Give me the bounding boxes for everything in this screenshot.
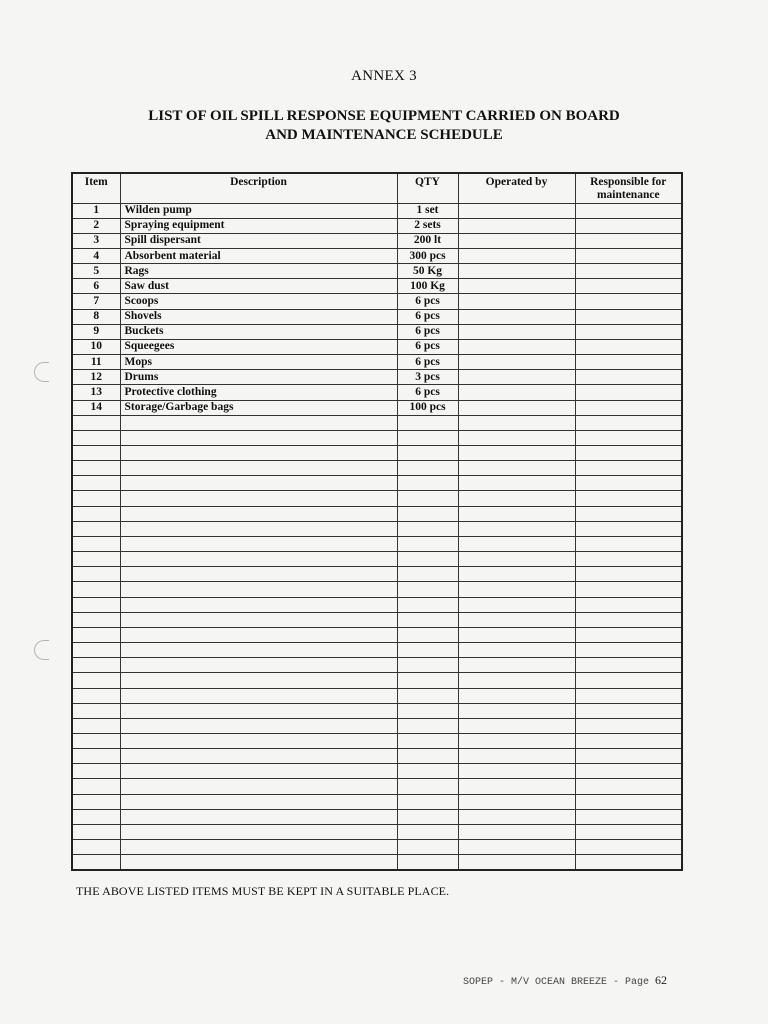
item-cell bbox=[72, 536, 120, 551]
item-cell: 10 bbox=[72, 339, 120, 354]
responsible-cell bbox=[575, 764, 682, 779]
operated-by-cell bbox=[458, 248, 575, 263]
responsible-cell bbox=[575, 461, 682, 476]
operated-by-cell bbox=[458, 779, 575, 794]
operated-by-cell bbox=[458, 506, 575, 521]
responsible-cell bbox=[575, 718, 682, 733]
description-cell: Spill dispersant bbox=[120, 233, 397, 248]
operated-by-cell bbox=[458, 673, 575, 688]
qty-cell bbox=[397, 506, 458, 521]
responsible-cell bbox=[575, 248, 682, 263]
blank-table-row bbox=[72, 506, 682, 521]
item-cell bbox=[72, 415, 120, 430]
description-cell bbox=[120, 855, 397, 870]
table-row bbox=[72, 233, 682, 248]
item-cell bbox=[72, 718, 120, 733]
blank-table-row bbox=[72, 749, 682, 764]
qty-cell: 200 lt bbox=[397, 233, 458, 248]
operated-by-cell bbox=[458, 718, 575, 733]
description-cell bbox=[120, 703, 397, 718]
item-cell bbox=[72, 627, 120, 642]
blank-table-row bbox=[72, 612, 682, 627]
operated-by-cell bbox=[458, 840, 575, 855]
table-row bbox=[72, 203, 682, 218]
item-cell: 4 bbox=[72, 248, 120, 263]
responsible-cell bbox=[575, 218, 682, 233]
page-footer-label: SOPEP - M/V OCEAN BREEZE - Page bbox=[462, 977, 649, 988]
description-cell bbox=[120, 688, 397, 703]
responsible-cell bbox=[575, 779, 682, 794]
description-cell: Scoops bbox=[120, 294, 397, 309]
operated-by-cell bbox=[458, 567, 575, 582]
operated-by-cell bbox=[458, 415, 575, 430]
item-cell bbox=[72, 430, 120, 445]
operated-by-cell bbox=[458, 552, 575, 567]
item-cell bbox=[72, 552, 120, 567]
qty-cell bbox=[397, 840, 458, 855]
operated-by-cell bbox=[458, 627, 575, 642]
responsible-cell bbox=[575, 688, 682, 703]
equipment-table bbox=[71, 172, 683, 871]
item-cell bbox=[72, 491, 120, 506]
blank-table-row bbox=[72, 461, 682, 476]
item-cell bbox=[72, 612, 120, 627]
blank-table-row bbox=[72, 688, 682, 703]
qty-cell: 50 Kg bbox=[397, 264, 458, 279]
description-cell bbox=[120, 809, 397, 824]
qty-cell bbox=[397, 521, 458, 536]
responsible-cell bbox=[575, 733, 682, 748]
responsible-cell bbox=[575, 567, 682, 582]
operated-by-cell bbox=[458, 233, 575, 248]
item-cell: 12 bbox=[72, 370, 120, 385]
item-cell bbox=[72, 809, 120, 824]
description-cell bbox=[120, 582, 397, 597]
description-cell: Spraying equipment bbox=[120, 218, 397, 233]
column-header-description: Description bbox=[120, 173, 397, 203]
qty-cell: 6 pcs bbox=[397, 309, 458, 324]
qty-cell bbox=[397, 612, 458, 627]
operated-by-cell bbox=[458, 203, 575, 218]
description-cell: Mops bbox=[120, 355, 397, 370]
blank-table-row bbox=[72, 552, 682, 567]
item-cell bbox=[72, 446, 120, 461]
table-row bbox=[72, 294, 682, 309]
blank-table-row bbox=[72, 491, 682, 506]
responsible-cell bbox=[575, 264, 682, 279]
table-row bbox=[72, 370, 682, 385]
description-cell: Saw dust bbox=[120, 279, 397, 294]
item-cell bbox=[72, 840, 120, 855]
item-cell bbox=[72, 476, 120, 491]
item-cell: 1 bbox=[72, 203, 120, 218]
qty-cell: 6 pcs bbox=[397, 355, 458, 370]
blank-table-row bbox=[72, 446, 682, 461]
description-cell bbox=[120, 597, 397, 612]
operated-by-cell bbox=[458, 612, 575, 627]
description-cell: Shovels bbox=[120, 309, 397, 324]
responsible-cell bbox=[575, 824, 682, 839]
column-header-responsible: Responsible for maintenance bbox=[575, 173, 682, 203]
responsible-cell bbox=[575, 279, 682, 294]
blank-table-row bbox=[72, 536, 682, 551]
responsible-cell bbox=[575, 582, 682, 597]
operated-by-cell bbox=[458, 658, 575, 673]
description-cell bbox=[120, 779, 397, 794]
responsible-cell bbox=[575, 309, 682, 324]
responsible-cell bbox=[575, 627, 682, 642]
responsible-cell bbox=[575, 809, 682, 824]
description-cell bbox=[120, 673, 397, 688]
responsible-cell bbox=[575, 476, 682, 491]
description-cell bbox=[120, 567, 397, 582]
qty-cell: 300 pcs bbox=[397, 248, 458, 263]
item-cell bbox=[72, 461, 120, 476]
operated-by-cell bbox=[458, 521, 575, 536]
blank-table-row bbox=[72, 643, 682, 658]
column-header-item: Item bbox=[72, 173, 120, 203]
item-cell bbox=[72, 703, 120, 718]
operated-by-cell bbox=[458, 279, 575, 294]
operated-by-cell bbox=[458, 582, 575, 597]
blank-table-row bbox=[72, 840, 682, 855]
item-cell bbox=[72, 688, 120, 703]
qty-cell: 6 pcs bbox=[397, 385, 458, 400]
operated-by-cell bbox=[458, 370, 575, 385]
qty-cell bbox=[397, 415, 458, 430]
item-cell: 6 bbox=[72, 279, 120, 294]
qty-cell bbox=[397, 536, 458, 551]
item-cell: 5 bbox=[72, 264, 120, 279]
qty-cell bbox=[397, 582, 458, 597]
footer-note: THE ABOVE LISTED ITEMS MUST BE KEPT IN A SUITABLE PLACE. bbox=[76, 884, 450, 898]
item-cell: 11 bbox=[72, 355, 120, 370]
responsible-cell bbox=[575, 233, 682, 248]
responsible-cell bbox=[575, 749, 682, 764]
responsible-cell bbox=[575, 840, 682, 855]
responsible-cell bbox=[575, 446, 682, 461]
operated-by-cell bbox=[458, 824, 575, 839]
description-cell: Rags bbox=[120, 264, 397, 279]
description-cell bbox=[120, 491, 397, 506]
description-cell bbox=[120, 476, 397, 491]
description-cell bbox=[120, 643, 397, 658]
column-header-qty: QTY bbox=[397, 173, 458, 203]
blank-table-row bbox=[72, 597, 682, 612]
responsible-cell bbox=[575, 355, 682, 370]
description-cell bbox=[120, 446, 397, 461]
qty-cell: 1 set bbox=[397, 203, 458, 218]
blank-table-row bbox=[72, 521, 682, 536]
item-cell bbox=[72, 643, 120, 658]
qty-cell bbox=[397, 446, 458, 461]
operated-by-cell bbox=[458, 294, 575, 309]
operated-by-cell bbox=[458, 643, 575, 658]
description-cell bbox=[120, 749, 397, 764]
table-header-row bbox=[72, 173, 682, 203]
description-cell: Storage/Garbage bags bbox=[120, 400, 397, 415]
blank-table-row bbox=[72, 855, 682, 870]
qty-cell bbox=[397, 567, 458, 582]
item-cell bbox=[72, 658, 120, 673]
qty-cell bbox=[397, 718, 458, 733]
table-row bbox=[72, 264, 682, 279]
operated-by-cell bbox=[458, 536, 575, 551]
qty-cell bbox=[397, 461, 458, 476]
blank-table-row bbox=[72, 764, 682, 779]
item-cell: 7 bbox=[72, 294, 120, 309]
punch-hole-mark bbox=[34, 640, 49, 660]
operated-by-cell bbox=[458, 597, 575, 612]
table-row bbox=[72, 400, 682, 415]
table-row bbox=[72, 309, 682, 324]
description-cell bbox=[120, 627, 397, 642]
blank-table-row bbox=[72, 415, 682, 430]
qty-cell bbox=[397, 658, 458, 673]
description-cell bbox=[120, 430, 397, 445]
responsible-cell bbox=[575, 536, 682, 551]
item-cell bbox=[72, 779, 120, 794]
item-cell bbox=[72, 794, 120, 809]
item-cell bbox=[72, 521, 120, 536]
operated-by-cell bbox=[458, 491, 575, 506]
responsible-cell bbox=[575, 385, 682, 400]
operated-by-cell bbox=[458, 688, 575, 703]
responsible-cell bbox=[575, 673, 682, 688]
responsible-cell bbox=[575, 506, 682, 521]
responsible-cell bbox=[575, 370, 682, 385]
qty-cell bbox=[397, 627, 458, 642]
qty-cell bbox=[397, 476, 458, 491]
page-number: 62 bbox=[655, 973, 667, 987]
description-cell: Protective clothing bbox=[120, 385, 397, 400]
operated-by-cell bbox=[458, 446, 575, 461]
item-cell: 2 bbox=[72, 218, 120, 233]
operated-by-cell bbox=[458, 794, 575, 809]
operated-by-cell bbox=[458, 309, 575, 324]
operated-by-cell bbox=[458, 764, 575, 779]
document-title bbox=[0, 107, 768, 145]
responsible-cell bbox=[575, 521, 682, 536]
qty-cell bbox=[397, 643, 458, 658]
responsible-cell bbox=[575, 612, 682, 627]
responsible-cell bbox=[575, 400, 682, 415]
operated-by-cell bbox=[458, 324, 575, 339]
item-cell bbox=[72, 824, 120, 839]
operated-by-cell bbox=[458, 218, 575, 233]
item-cell bbox=[72, 506, 120, 521]
blank-table-row bbox=[72, 703, 682, 718]
operated-by-cell bbox=[458, 264, 575, 279]
description-cell bbox=[120, 612, 397, 627]
qty-cell bbox=[397, 597, 458, 612]
description-cell bbox=[120, 794, 397, 809]
description-cell bbox=[120, 733, 397, 748]
description-cell: Wilden pump bbox=[120, 203, 397, 218]
qty-cell bbox=[397, 855, 458, 870]
qty-cell bbox=[397, 430, 458, 445]
operated-by-cell bbox=[458, 430, 575, 445]
responsible-cell bbox=[575, 294, 682, 309]
blank-table-row bbox=[72, 809, 682, 824]
table-row bbox=[72, 355, 682, 370]
responsible-cell bbox=[575, 491, 682, 506]
responsible-cell bbox=[575, 658, 682, 673]
qty-cell bbox=[397, 794, 458, 809]
responsible-cell bbox=[575, 324, 682, 339]
item-cell: 9 bbox=[72, 324, 120, 339]
blank-table-row bbox=[72, 476, 682, 491]
qty-cell bbox=[397, 779, 458, 794]
operated-by-cell bbox=[458, 749, 575, 764]
table-row bbox=[72, 324, 682, 339]
blank-table-row bbox=[72, 627, 682, 642]
description-cell bbox=[120, 536, 397, 551]
qty-cell: 3 pcs bbox=[397, 370, 458, 385]
description-cell bbox=[120, 658, 397, 673]
blank-table-row bbox=[72, 567, 682, 582]
responsible-cell bbox=[575, 203, 682, 218]
item-cell bbox=[72, 673, 120, 688]
operated-by-cell bbox=[458, 809, 575, 824]
description-cell bbox=[120, 461, 397, 476]
item-cell: 3 bbox=[72, 233, 120, 248]
qty-cell bbox=[397, 749, 458, 764]
blank-table-row bbox=[72, 733, 682, 748]
item-cell bbox=[72, 764, 120, 779]
responsible-cell bbox=[575, 855, 682, 870]
description-cell bbox=[120, 552, 397, 567]
description-cell bbox=[120, 764, 397, 779]
blank-table-row bbox=[72, 779, 682, 794]
operated-by-cell bbox=[458, 339, 575, 354]
blank-table-row bbox=[72, 658, 682, 673]
responsible-cell bbox=[575, 703, 682, 718]
page-footer bbox=[463, 973, 667, 988]
table-row bbox=[72, 218, 682, 233]
qty-cell bbox=[397, 809, 458, 824]
table-row bbox=[72, 279, 682, 294]
responsible-cell bbox=[575, 415, 682, 430]
blank-table-row bbox=[72, 430, 682, 445]
qty-cell: 6 pcs bbox=[397, 339, 458, 354]
qty-cell bbox=[397, 733, 458, 748]
description-cell bbox=[120, 840, 397, 855]
title-line-2: AND MAINTENANCE SCHEDULE bbox=[265, 127, 503, 143]
description-cell: Squeegees bbox=[120, 339, 397, 354]
annex-heading: ANNEX 3 bbox=[351, 68, 417, 84]
qty-cell bbox=[397, 552, 458, 567]
item-cell bbox=[72, 749, 120, 764]
responsible-cell bbox=[575, 430, 682, 445]
description-cell bbox=[120, 824, 397, 839]
description-cell: Drums bbox=[120, 370, 397, 385]
item-cell bbox=[72, 855, 120, 870]
operated-by-cell bbox=[458, 476, 575, 491]
blank-table-row bbox=[72, 824, 682, 839]
qty-cell bbox=[397, 824, 458, 839]
qty-cell: 100 pcs bbox=[397, 400, 458, 415]
operated-by-cell bbox=[458, 733, 575, 748]
item-cell: 8 bbox=[72, 309, 120, 324]
blank-table-row bbox=[72, 582, 682, 597]
operated-by-cell bbox=[458, 703, 575, 718]
qty-cell: 6 pcs bbox=[397, 324, 458, 339]
item-cell: 13 bbox=[72, 385, 120, 400]
operated-by-cell bbox=[458, 855, 575, 870]
table-row bbox=[72, 248, 682, 263]
responsible-cell bbox=[575, 794, 682, 809]
responsible-cell bbox=[575, 597, 682, 612]
responsible-cell bbox=[575, 552, 682, 567]
description-cell bbox=[120, 521, 397, 536]
item-cell bbox=[72, 597, 120, 612]
blank-table-row bbox=[72, 718, 682, 733]
item-cell: 14 bbox=[72, 400, 120, 415]
qty-cell: 100 Kg bbox=[397, 279, 458, 294]
responsible-cell bbox=[575, 643, 682, 658]
table-row bbox=[72, 385, 682, 400]
punch-hole-mark bbox=[34, 362, 49, 382]
qty-cell: 2 sets bbox=[397, 218, 458, 233]
title-line-1: LIST OF OIL SPILL RESPONSE EQUIPMENT CARRIED ON BOARD bbox=[148, 108, 620, 124]
operated-by-cell bbox=[458, 400, 575, 415]
qty-cell bbox=[397, 764, 458, 779]
description-cell bbox=[120, 506, 397, 521]
item-cell bbox=[72, 582, 120, 597]
operated-by-cell bbox=[458, 385, 575, 400]
description-cell bbox=[120, 415, 397, 430]
description-cell: Buckets bbox=[120, 324, 397, 339]
qty-cell: 6 pcs bbox=[397, 294, 458, 309]
blank-table-row bbox=[72, 794, 682, 809]
description-cell bbox=[120, 718, 397, 733]
item-cell bbox=[72, 733, 120, 748]
qty-cell bbox=[397, 688, 458, 703]
qty-cell bbox=[397, 491, 458, 506]
qty-cell bbox=[397, 673, 458, 688]
column-header-operated-by: Operated by bbox=[458, 173, 575, 203]
operated-by-cell bbox=[458, 461, 575, 476]
operated-by-cell bbox=[458, 355, 575, 370]
item-cell bbox=[72, 567, 120, 582]
responsible-cell bbox=[575, 339, 682, 354]
table-row bbox=[72, 339, 682, 354]
blank-table-row bbox=[72, 673, 682, 688]
description-cell: Absorbent material bbox=[120, 248, 397, 263]
qty-cell bbox=[397, 703, 458, 718]
